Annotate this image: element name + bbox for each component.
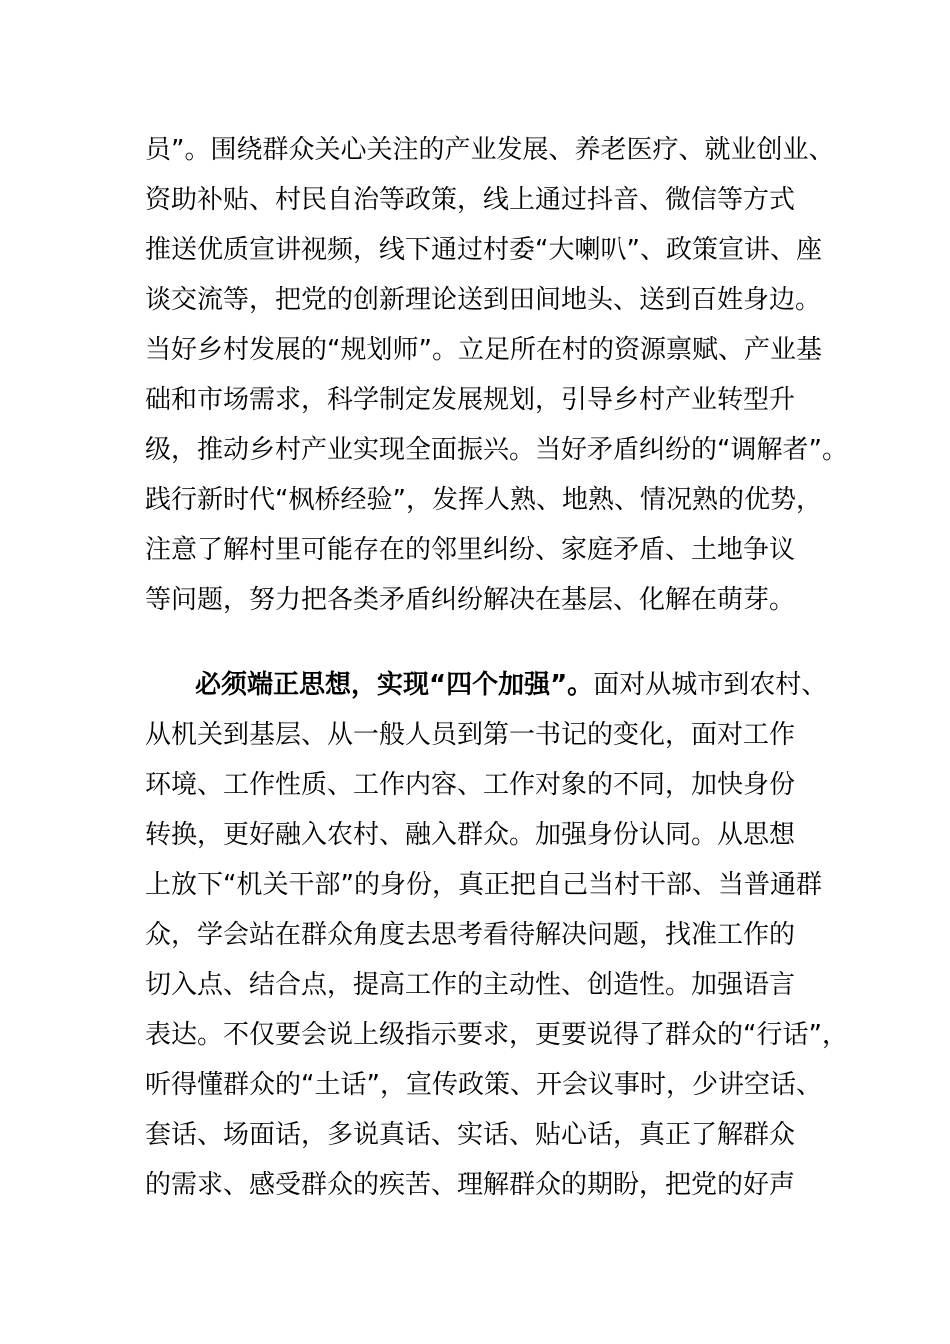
paragraph-1-line: 等问题，努力把各类矛盾纠纷解决在基层、化解在萌芽。 (145, 585, 796, 615)
paragraph-1-line: 当好乡村发展的“规划师”。立足所在村的资源禀赋、产业基 (145, 335, 822, 365)
paragraph-2-first-line (195, 670, 827, 700)
paragraph-1-line: 谈交流等，把党的创新理论送到田间地头、送到百姓身边。 (145, 285, 822, 315)
paragraph-2-line: 的需求、感受群众的疾苦、理解群众的期盼，把党的好声 (145, 1170, 796, 1200)
paragraph-1-line: 推送优质宣讲视频，线下通过村委“大喇叭”、政策宣讲、座 (145, 235, 822, 265)
paragraph-2-line: 听得懂群众的“土话”，宣传政策、开会议事时，少讲空话、 (145, 1070, 822, 1100)
paragraph-2-line: 众，学会站在群众角度去思考看待解决问题，找准工作的 (145, 920, 796, 950)
paragraph-1-line: 践行新时代“枫桥经验”，发挥人熟、地熟、情况熟的优势， (145, 485, 822, 515)
paragraph-2-line: 环境、工作性质、工作内容、工作对象的不同，加快身份 (145, 770, 796, 800)
paragraph-2-heading: 必须端正思想，实现“四个加强”。 (195, 670, 594, 700)
paragraph-2-line: 套话、场面话，多说真话、实话、贴心话，真正了解群众 (145, 1120, 796, 1150)
paragraph-2-line: 切入点、结合点，提高工作的主动性、创造性。加强语言 (145, 970, 796, 1000)
paragraph-1-line: 注意了解村里可能存在的邻里纠纷、家庭矛盾、土地争议 (145, 535, 796, 565)
paragraph-2-line: 表达。不仅要会说上级指示要求，更要说得了群众的“行话”， (145, 1020, 848, 1050)
paragraph-1-line: 员”。围绕群众关心关注的产业发展、养老医疗、就业创业、 (145, 135, 835, 165)
paragraph-2-first-line-text: 面对从城市到农村、 (593, 670, 828, 700)
paragraph-2-line: 上放下“机关干部”的身份，真正把自己当村干部、当普通群 (145, 870, 822, 900)
paragraph-1-line: 级，推动乡村产业实现全面振兴。当好矛盾纠纷的“调解者”。 (145, 435, 848, 465)
paragraph-1-line: 础和市场需求，科学制定发展规划，引导乡村产业转型升 (145, 385, 796, 415)
paragraph-1-line: 资助补贴、村民自治等政策，线上通过抖音、微信等方式 (145, 185, 796, 215)
paragraph-2-line: 转换，更好融入农村、融入群众。加强身份认同。从思想 (145, 820, 796, 850)
paragraph-2-line: 从机关到基层、从一般人员到第一书记的变化，面对工作 (145, 720, 796, 750)
